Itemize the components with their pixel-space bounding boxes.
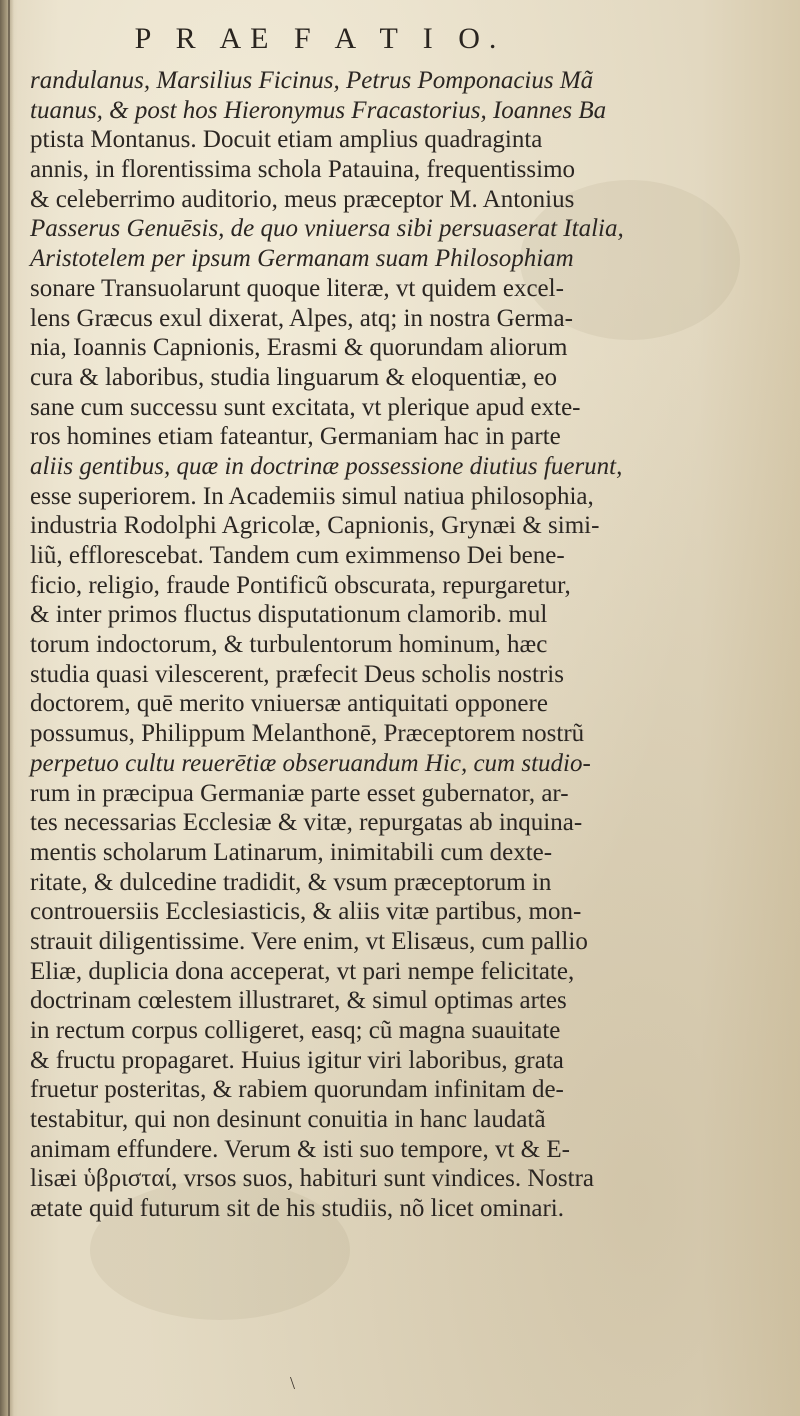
text-line: controuersiis Ecclesiasticis, & aliis vitæ partibus, mon- <box>30 898 582 926</box>
text-line: lens Græcus exul dixerat, Alpes, atq; in nostra Germa- <box>30 304 573 332</box>
text-line: ritate, & dulcedine tradidit, & vsum præceptorum in <box>30 868 552 896</box>
text-line: testabitur, qui non desinunt conuitia in hanc laudatã <box>30 1106 546 1134</box>
text-line: doctorem, quē merito vniuersæ antiquitati opponere <box>30 690 548 718</box>
text-line: sonare Transuolarunt quoque literæ, vt quidem excel- <box>30 274 564 302</box>
text-line: perpetuo cultu reuerētiæ obseruandum Hic, cum studio- <box>30 749 591 777</box>
text-line: industria Rodolphi Agricolæ, Capnionis, Grynæi & simi- <box>30 512 600 540</box>
text-line: tes necessarias Ecclesiæ & vitæ, repurgatas ab inquina- <box>30 809 583 837</box>
text-line: Eliæ, duplicia dona acceperat, vt pari nempe felicitate, <box>30 957 575 985</box>
text-line: in rectum corpus colligeret, easq; cũ magna suauitate <box>30 1017 561 1044</box>
text-line: animam effundere. Verum & isti suo tempore, vt & E- <box>30 1135 570 1163</box>
text-line: aliis gentibus, quæ in doctrinæ possessione diutius fuerunt, <box>30 452 623 480</box>
text-line: & inter primos fluctus disputationum clamorib. mul <box>30 601 548 629</box>
text-line: ptista Montanus. Docuit etiam amplius quadraginta <box>30 126 543 154</box>
binding-edge-line <box>8 0 10 1416</box>
text-line: annis, in florentissima schola Patauina, frequentissimo <box>30 156 576 184</box>
text-line: rum in præcipua Germaniæ parte esset gubernator, ar- <box>30 779 569 807</box>
text-line: studia quasi vilescerent, præfecit Deus scholis nostris <box>30 660 564 688</box>
binding-gutter <box>0 0 14 1416</box>
text-line: possumus, Philippum Melanthonē, Præceptorem nostrũ <box>30 720 585 748</box>
text-line: ætate quid futurum sit de his studiis, nõ licet ominari. <box>30 1195 564 1223</box>
signature-mark: \ <box>290 1373 296 1393</box>
text-line: & fructu propagaret. Huius igitur viri laboribus, grata <box>30 1046 564 1074</box>
text-line: randulanus, Marsilius Ficinus, Petrus Pomponacius Mã <box>30 67 594 94</box>
body-text <box>30 66 660 1224</box>
text-line: ros homines etiam fateantur, Germaniam hac in parte <box>30 423 561 451</box>
text-line: Passerus Genuēsis, de quo vniuersa sibi persuaserat Italia, <box>30 215 624 243</box>
text-line: sane cum successu sunt excitata, vt plerique apud exte- <box>30 393 581 421</box>
text-line: Aristotelem per ipsum Germanam suam Philosophiam <box>30 245 574 273</box>
text-line: cura & laboribus, studia linguarum & eloquentiæ, eo <box>30 363 557 391</box>
text-line: esse superiorem. In Academiis simul natiua philosophia, <box>30 482 594 510</box>
text-line: strauit diligentissime. Vere enim, vt Elisæus, cum pallio <box>30 927 588 955</box>
text-line: nia, Ioannis Capnionis, Erasmi & quorundam aliorum <box>30 334 568 362</box>
text-line: fruetur posteritas, & rabiem quorundam infinitam de- <box>30 1076 564 1104</box>
text-line: torum indoctorum, & turbulentorum hominum, hæc <box>30 631 548 659</box>
text-line: liũ, efflorescebat. Tandem cum eximmenso Dei bene- <box>30 542 565 569</box>
text-line: tuanus, & post hos Hieronymus Fracastorius, Ioannes Ba <box>30 96 607 124</box>
text-line: & celeberrimo auditorio, meus præceptor M. Antonius <box>30 185 575 213</box>
text-line: mentis scholarum Latinarum, inimitabili cum dexte- <box>30 838 553 866</box>
text-line: ficio, religio, fraude Pontificũ obscurata, repurgaretur, <box>30 571 571 599</box>
text-line: doctrinam cœlestem illustraret, & simul optimas artes <box>30 987 567 1015</box>
text-line: lisæi ὑβρισταί, vrsos suos, habituri sunt vindices. Nostra <box>30 1165 595 1193</box>
running-title: P R AE F A T I O. <box>134 22 506 55</box>
